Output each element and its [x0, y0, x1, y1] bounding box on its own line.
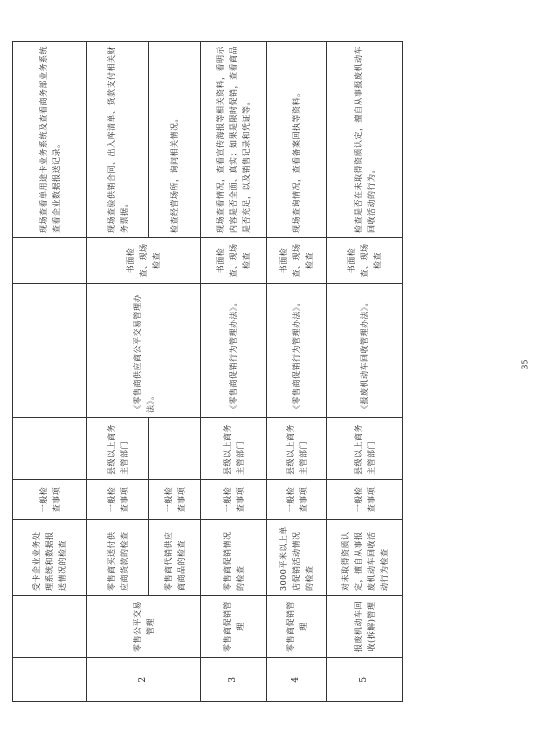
- table-row: [87, 42, 149, 702]
- type-cell: 一般检查事项: [149, 480, 201, 520]
- basis-cell: 《零售商供应商公平交易管理办法》。: [87, 284, 201, 418]
- row-number: 5: [327, 658, 403, 702]
- table-row: [267, 42, 327, 702]
- basis-cell: 《零售商促销行为管理办法》。: [267, 284, 327, 418]
- item-cell: 零售商代销供应商商品的检查: [149, 520, 201, 596]
- table-row: [327, 42, 403, 702]
- dept-cell: 县级以上商务主管部门: [201, 418, 267, 480]
- item-cell: 零售商促销情况的检查: [201, 520, 267, 596]
- item-cell: 对未取得资质认定，擅自从事报废机动车回收活动行为检查: [327, 520, 403, 596]
- type-cell: 一般检查事项: [13, 480, 87, 520]
- content-cell: 现场查询情况，查看备案回执等资料。: [267, 42, 327, 238]
- category-cell: 零售商促销管理: [267, 596, 327, 658]
- dept-cell: 县级以上商务主管部门: [267, 418, 327, 480]
- category-cell: 零售商促销管理: [201, 596, 267, 658]
- type-cell: 一般检查事项: [87, 480, 149, 520]
- category-cell: 零售公平交易管理: [87, 596, 201, 658]
- item-cell: 3000平米以上单店促销活动情况的检查: [267, 520, 327, 596]
- category-cell: [13, 596, 87, 658]
- table-row: [201, 42, 267, 702]
- row-number: 2: [87, 658, 201, 702]
- category-cell: 报废机动车回收(拆解)管理: [327, 596, 403, 658]
- method-cell: 书面检查、现场检查: [327, 238, 403, 284]
- type-cell: 一般检查事项: [267, 480, 327, 520]
- item-cell: 受卡企业业务处理系统和数据报送情况的检查: [13, 520, 87, 596]
- method-cell: [13, 238, 87, 284]
- content-cell: 检查经营场所，询问相关情况。: [149, 42, 201, 238]
- type-cell: 一般检查事项: [201, 480, 267, 520]
- inspection-items-table: [12, 41, 403, 702]
- basis-cell: [13, 284, 87, 418]
- method-cell: 书面检查、现场检查: [87, 238, 201, 284]
- dept-cell: 县级以上商务主管部门: [87, 418, 149, 480]
- row-number: 4: [267, 658, 327, 702]
- content-cell: 现场查看单用途卡业务系统及查看商务部业务系统查看企业数据报送记录。: [13, 42, 87, 238]
- row-number: [13, 658, 87, 702]
- method-cell: 书面检查、现场检查: [267, 238, 327, 284]
- type-cell: 一般检查事项: [327, 480, 403, 520]
- row-number: 3: [201, 658, 267, 702]
- content-cell: 检查是否在未取得资质认定，擅自从事报废机动车回收活动的行为。: [327, 42, 403, 238]
- basis-cell: 《报废机动车回收管理办法》。: [327, 284, 403, 418]
- content-cell: 现场查看情况，查看宣传海报等相关资料，看明示内容是否全面、真实；如果是限时促销，查看商品是否充足，以及销售记录和凭证等。: [201, 42, 267, 238]
- dept-cell: [13, 418, 87, 480]
- dept-cell: [149, 418, 201, 480]
- table-row: [13, 42, 87, 702]
- basis-cell: 《零售商促销行为管理办法》。: [201, 284, 267, 418]
- item-cell: 零售商买送付供应商货款的检查: [87, 520, 149, 596]
- dept-cell: 县级以上商务主管部门: [327, 418, 403, 480]
- rotated-table-wrapper: [12, 42, 402, 702]
- page-number: 35: [520, 359, 530, 370]
- method-cell: 书面检查、现场检查: [201, 238, 267, 284]
- content-cell: 现场查验供销合同、出入库清单、货款支付相关财务票据。: [87, 42, 149, 238]
